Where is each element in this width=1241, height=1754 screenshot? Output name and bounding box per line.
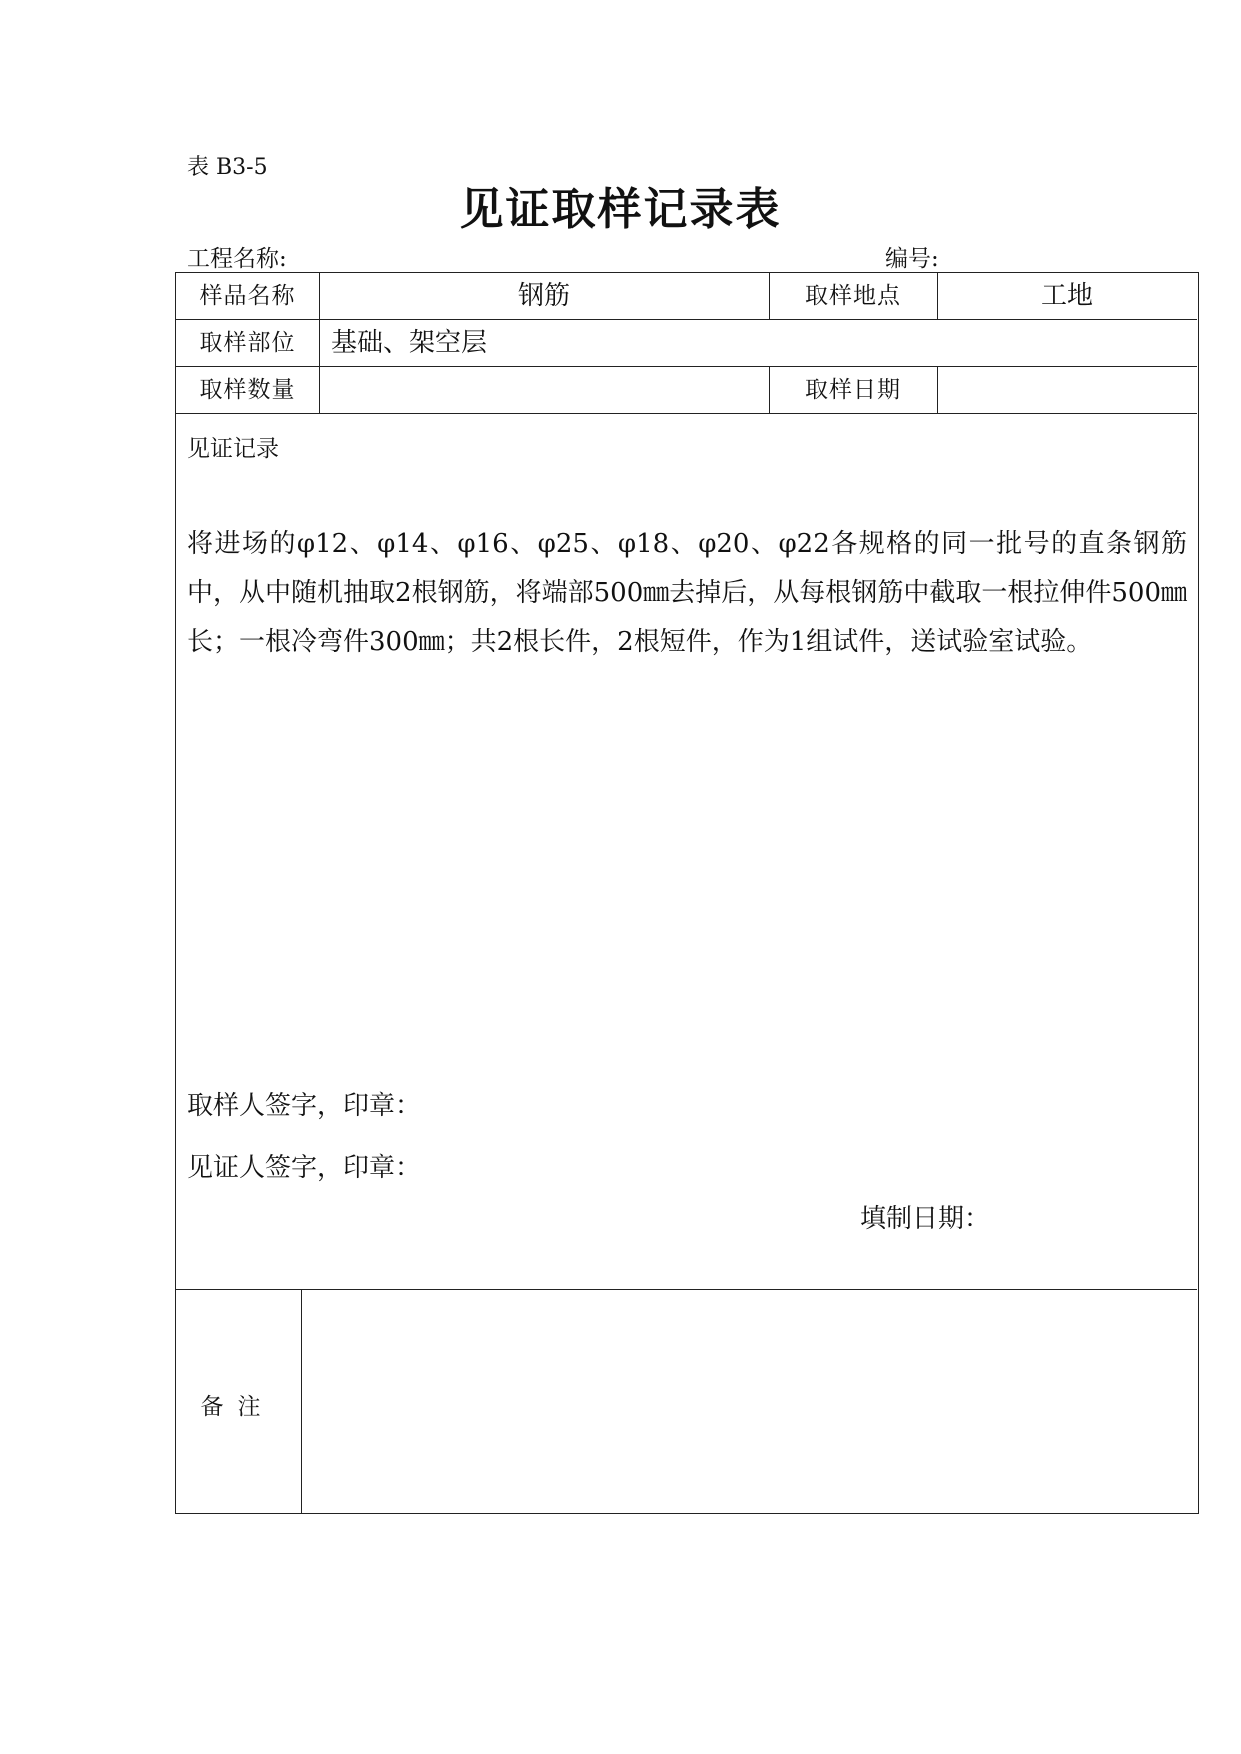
- sampling-quantity-label: 取样数量: [199, 377, 296, 403]
- row-divider: [176, 413, 1197, 414]
- sampling-date-value: [946, 367, 1191, 413]
- serial-no-label: 编号:: [885, 246, 939, 272]
- fill-date-label: 填制日期：: [860, 1204, 991, 1234]
- column-divider: [301, 1289, 302, 1513]
- page-title: 见证取样记录表: [459, 184, 782, 235]
- column-divider: [937, 366, 938, 413]
- sampling-part-label: 取样部位: [199, 330, 296, 356]
- form-code: 表 B3-5: [187, 155, 268, 180]
- sampling-part-value: 基础、架空层: [331, 328, 488, 358]
- sampling-quantity-value: [331, 367, 761, 413]
- sample-name-label: 样品名称: [199, 283, 296, 309]
- sample-name-value: 钢筋: [517, 281, 570, 311]
- sampling-location-label: 取样地点: [805, 283, 901, 309]
- witness-record-heading: 见证记录: [187, 436, 279, 462]
- remarks-value: [315, 1300, 1185, 1500]
- sampling-date-label: 取样日期: [805, 377, 901, 403]
- row-divider: [176, 1289, 1197, 1290]
- project-name-label: 工程名称:: [187, 246, 287, 272]
- witness-record-body: 将进场的φ12、φ14、φ16、φ25、φ18、φ20、φ22各规格的同一批号的直条钢筋中，从中随机抽取2根钢筋，将端部500㎜去掉后，从每根钢筋中截取一根拉伸件500㎜长；一根冷弯件300㎜；共2根长件，2根短件，作为1组试件，送试验室试验。: [187, 529, 1187, 657]
- remarks-label: 备注: [200, 1394, 275, 1420]
- witness-signature-label: 见证人签字，印章：: [187, 1153, 422, 1183]
- sampler-signature-label: 取样人签字，印章：: [187, 1091, 422, 1121]
- sampling-location-value: 工地: [1040, 281, 1093, 311]
